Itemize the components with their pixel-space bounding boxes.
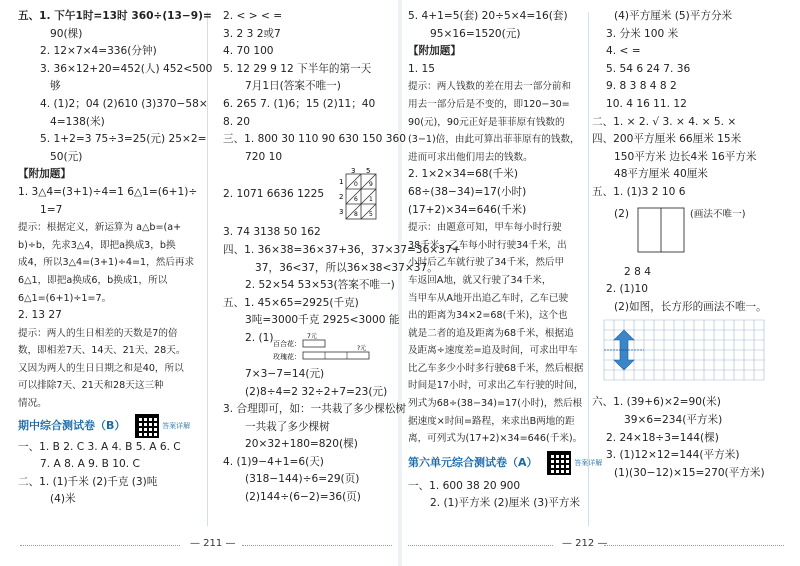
hint-line: 离，可列式为(17+2)×34=646(千米)。 [408, 433, 583, 445]
hint-line: 列式为68÷(38−34)=17(小时)，然后根 [408, 398, 583, 410]
section-header [408, 448, 603, 478]
answer-line: 5. 54 6 24 7. 36 [606, 62, 691, 75]
hint-line: b)÷b，先求3△4，即把a换成3，b换 [18, 239, 176, 251]
lattice-left-digit: 3 [339, 208, 344, 217]
section-title: 第六单元综合测试卷（A） [408, 455, 538, 469]
answer-line: 2. (1)平方米 (2)厘米 (3)平方米 [430, 497, 580, 510]
answer-line: 4=138(米) [50, 115, 105, 128]
answer-line: 95×16=1520(元) [430, 27, 521, 40]
answer-line: 2. 1×2×34=68(千米) [408, 168, 518, 181]
hint-line: 6△1=(6+1)÷1=7。 [18, 292, 112, 304]
hint-line: 时间是17小时，可求出乙车行驶的时间， [408, 380, 584, 392]
hint-line: 及距离÷速度差=追及时间，可求出甲车 [408, 345, 578, 357]
footer-rule [20, 545, 180, 546]
lattice-left-digit: 1 [339, 178, 344, 187]
answer-line: 二、1. × 2. √ 3. × 4. × 5. × [592, 115, 737, 128]
answer-line: 四、1. 36×38=36×37+36，37×37=36×37+ [223, 243, 461, 256]
hint-line: 进而可求出他们用去的钱数。 [408, 151, 533, 163]
hint-line: 90(元)，90元正好是菲菲原有钱数的 [408, 116, 565, 128]
hint-line: 小时后乙车就行驶了34千米，然后甲 [408, 257, 565, 269]
hint-line: 提示：由题意可知，甲车每小时行驶 [408, 222, 562, 234]
qr-tag: 答案详解 [162, 421, 191, 430]
answer-line: (17+2)×34=646(千米) [408, 203, 527, 216]
answer-line: 2. 52×54 53×53(答案不唯一) [245, 279, 395, 292]
answer-line: 10. 4 16 11. 12 [606, 97, 687, 110]
answer-line: 5. 1+2=3 75÷3=25(元) 25×2= [40, 133, 207, 146]
page-number: — 212 — [562, 538, 608, 549]
drawing-note: (画法不唯一) [690, 208, 746, 220]
answer-line: 5. 4+1=5(套) 20÷5×4=16(套) [408, 10, 568, 22]
answer-line: (2)如图，长方形的画法不唯一。 [614, 300, 767, 313]
answer-line: 3. 分米 100 米 [606, 27, 679, 40]
column-1 [18, 8, 213, 509]
answer-line: 2 8 4 [624, 265, 651, 278]
answer-line: (2)144÷(6−2)=36(页) [245, 491, 361, 504]
answer-line: (4)平方厘米 (5)平方分米 [614, 10, 733, 22]
grid-figure-row [592, 316, 782, 394]
answer-line: 2. 12×7×4=336(分钟) [40, 45, 157, 58]
answer-line: 48平方厘米 40厘米 [614, 168, 708, 181]
answer-line: 4. (1)2；04 (2)610 (3)370−58× [40, 97, 208, 110]
column-divider [588, 12, 589, 526]
lattice-cell: 5 [369, 211, 373, 219]
lattice-top-digit: 3 [351, 167, 356, 176]
answer-line: 3. 合理即可，如：一共栽了多少棵松树 [223, 403, 406, 416]
answer-line: 2. 24×18÷3=144(棵) [606, 431, 719, 444]
answer-line: 2. < > < = [223, 10, 283, 22]
footer-rule [242, 545, 392, 546]
answer-line: 9. 8 3 8 4 8 2 [606, 80, 677, 93]
lattice-cell: 6 [354, 196, 358, 204]
diagram-label: 玫瑰花： [273, 352, 301, 361]
grid-figure [602, 318, 766, 390]
lattice-left-digit: 2 [339, 193, 344, 202]
lattice-cell: 1 [369, 196, 373, 204]
footer-rule [604, 545, 784, 546]
answer-line: 够 [50, 80, 61, 93]
diagram-value: 7元 [307, 332, 317, 340]
answer-line: 39×6=234(平方米) [624, 413, 723, 426]
answer-line: 六、1. (39+6)×2=90(米) [592, 396, 721, 409]
answer-line: 4. (1)9−4+1=6(天) [223, 455, 324, 468]
column-3 [408, 8, 603, 513]
answer-line: 二、1. (1)千米 (2)千克 (3)吨 [18, 475, 158, 488]
hint-line: (3−1)倍，由此可算出菲菲原有的钱数， [408, 134, 580, 146]
arrow-shape-up [614, 330, 634, 350]
answer-line: 3. 74 3138 50 162 [223, 226, 321, 239]
qr-code-icon[interactable] [547, 451, 571, 475]
hint-line: 数，即相差7天、14天、21天、28天。 [18, 345, 186, 357]
qr-code-icon[interactable] [135, 414, 159, 438]
answer-line: 2. (1)10 [606, 283, 648, 296]
answer-line: (4)米 [50, 493, 76, 506]
answer-line: 7×3−7=14(元) [245, 367, 325, 380]
answer-line: 四、200平方厘米 66厘米 15米 [592, 133, 742, 146]
column-divider [207, 12, 208, 526]
answer-line: 1. 3△4=(3+1)÷4=1 6△1=(6+1)÷ [18, 185, 198, 198]
answer-line: (318−144)÷6=29(页) [245, 473, 360, 486]
answer-line: 7月1日(答案不唯一) [245, 80, 341, 93]
answer-line: 2. 13 27 [18, 309, 62, 322]
arrow-shape-down [614, 350, 634, 370]
answer-line: 一、1. 600 38 20 900 [408, 479, 521, 492]
answer-line: 8. 20 [223, 115, 250, 128]
answer-line: 2. (1) [245, 331, 274, 344]
segment-diagram [273, 332, 393, 364]
answer-line: 五、1. 下午1时=13时 360÷(13−9)= [18, 10, 212, 22]
hint-line: 情况。 [18, 398, 47, 410]
hint-line: 当甲车从A地开出追乙车时，乙车已驶 [408, 292, 569, 304]
answer-line: 4. < = [606, 45, 641, 58]
hint-line: 比乙车多少小时多行驶68千米，然后根据 [408, 362, 584, 374]
page-number: — 211 — [190, 538, 236, 549]
line-diagram-row [223, 330, 400, 366]
hint-line: 提示：两人钱数的差在用去一部分前和 [408, 81, 572, 93]
column-4 [592, 8, 782, 482]
answer-line: 3. 36×12+20=452(人) 452<500 [40, 62, 213, 75]
hint-line: 就是二者的追及距离为68千米，根据追 [408, 327, 574, 339]
answer-line: 6. 265 7. (1)6；15 (2)11；40 [223, 97, 376, 110]
hint-line: 可以排除7天、21天和28天这三种 [18, 380, 164, 392]
answer-line: 7. A 8. A 9. B 10. C [40, 458, 140, 471]
bonus-heading: 【附加题】 [408, 45, 461, 58]
answer-line: 37，36<37，所以36×38<37×37。 [255, 261, 438, 274]
lattice-row [223, 166, 400, 224]
hint-line: 提示：根据定义，新运算为 a△b=(a+ [18, 222, 182, 234]
answer-line: 五、1. (1)3 2 10 6 [592, 185, 686, 198]
footer-rule [408, 545, 553, 546]
answer-line: 20×32+180=820(棵) [245, 438, 358, 451]
answer-line: (1)(30−12)×15=270(平方米) [614, 466, 765, 479]
answer-line: 3. (1)12×12=144(平方米) [606, 449, 740, 462]
lattice-multiplication-diagram [338, 166, 382, 224]
qr-tag: 答案详解 [574, 458, 603, 467]
section-title: 期中综合测试卷（B） [18, 418, 126, 432]
answer-line: (2)8÷4=2 32÷2+7=23(元) [245, 385, 388, 398]
answer-line: 5. 12 29 9 12 下半年的第一天 [223, 62, 372, 75]
lattice-cell: 9 [369, 181, 373, 189]
drawing-label: (2) [614, 207, 630, 220]
hint-line: 提示：两人的生日相差的天数是7的倍 [18, 327, 178, 339]
answer-line: 4. 70 100 [223, 45, 274, 58]
hint-line: 38千米，乙车每小时行驶34千米，出 [408, 239, 567, 251]
answer-line: 50(元) [50, 150, 83, 163]
hint-line: 据速度×时间=路程，来求出B两地的距 [408, 415, 575, 427]
hint-line: 用去一部分后是不变的，即120−30= [408, 98, 570, 110]
lattice-cell: 0 [354, 181, 358, 189]
answer-line: 720 10 [245, 150, 283, 163]
answer-line: 2. 1071 6636 1225 [223, 188, 325, 201]
answer-line: 一、1. B 2. C 3. A 4. B 5. A 6. C [18, 440, 181, 453]
hint-line: 车返回A地，就又行驶了34千米， [408, 274, 552, 286]
section-header [18, 413, 193, 439]
lattice-top-digit: 5 [366, 167, 371, 176]
answer-line: 150平方米 边长4米 16平方米 [614, 150, 757, 163]
lattice-cell: 8 [354, 211, 358, 219]
rectangle-drawing-row [592, 202, 782, 264]
rectangle-figure [632, 204, 692, 260]
answer-line: 一共栽了多少棵树 [245, 420, 330, 433]
answer-line: 五、1. 45×65=2925(千克) [223, 296, 359, 309]
hint-line: 出的距离为34×2=68(千米)，这个也 [408, 310, 568, 322]
hint-line: 6△1，即把a换成6，b换成1，所以 [18, 274, 168, 286]
answer-line: 1=7 [40, 203, 63, 216]
bonus-heading: 【附加题】 [18, 168, 71, 181]
hint-line: 成4，所以3△4=(3+1)÷4=1，然后再求 [18, 257, 195, 269]
answer-line: 68÷(38−34)=17(小时) [408, 185, 527, 198]
answer-line: 3吨=3000千克 2925<3000 能 [245, 314, 400, 327]
hint-line: 又因为两人的生日日期之和是40，所以 [18, 362, 184, 374]
diagram-label: 百合花： [273, 339, 301, 348]
diagram-value: ?元 [357, 344, 367, 352]
answer-line: 90(棵) [50, 27, 83, 40]
answer-line: 3. 2 3 2或7 [223, 27, 281, 40]
answer-line: 1. 15 [408, 62, 435, 75]
answer-line: 三、1. 800 30 110 90 630 150 360 [223, 133, 406, 146]
